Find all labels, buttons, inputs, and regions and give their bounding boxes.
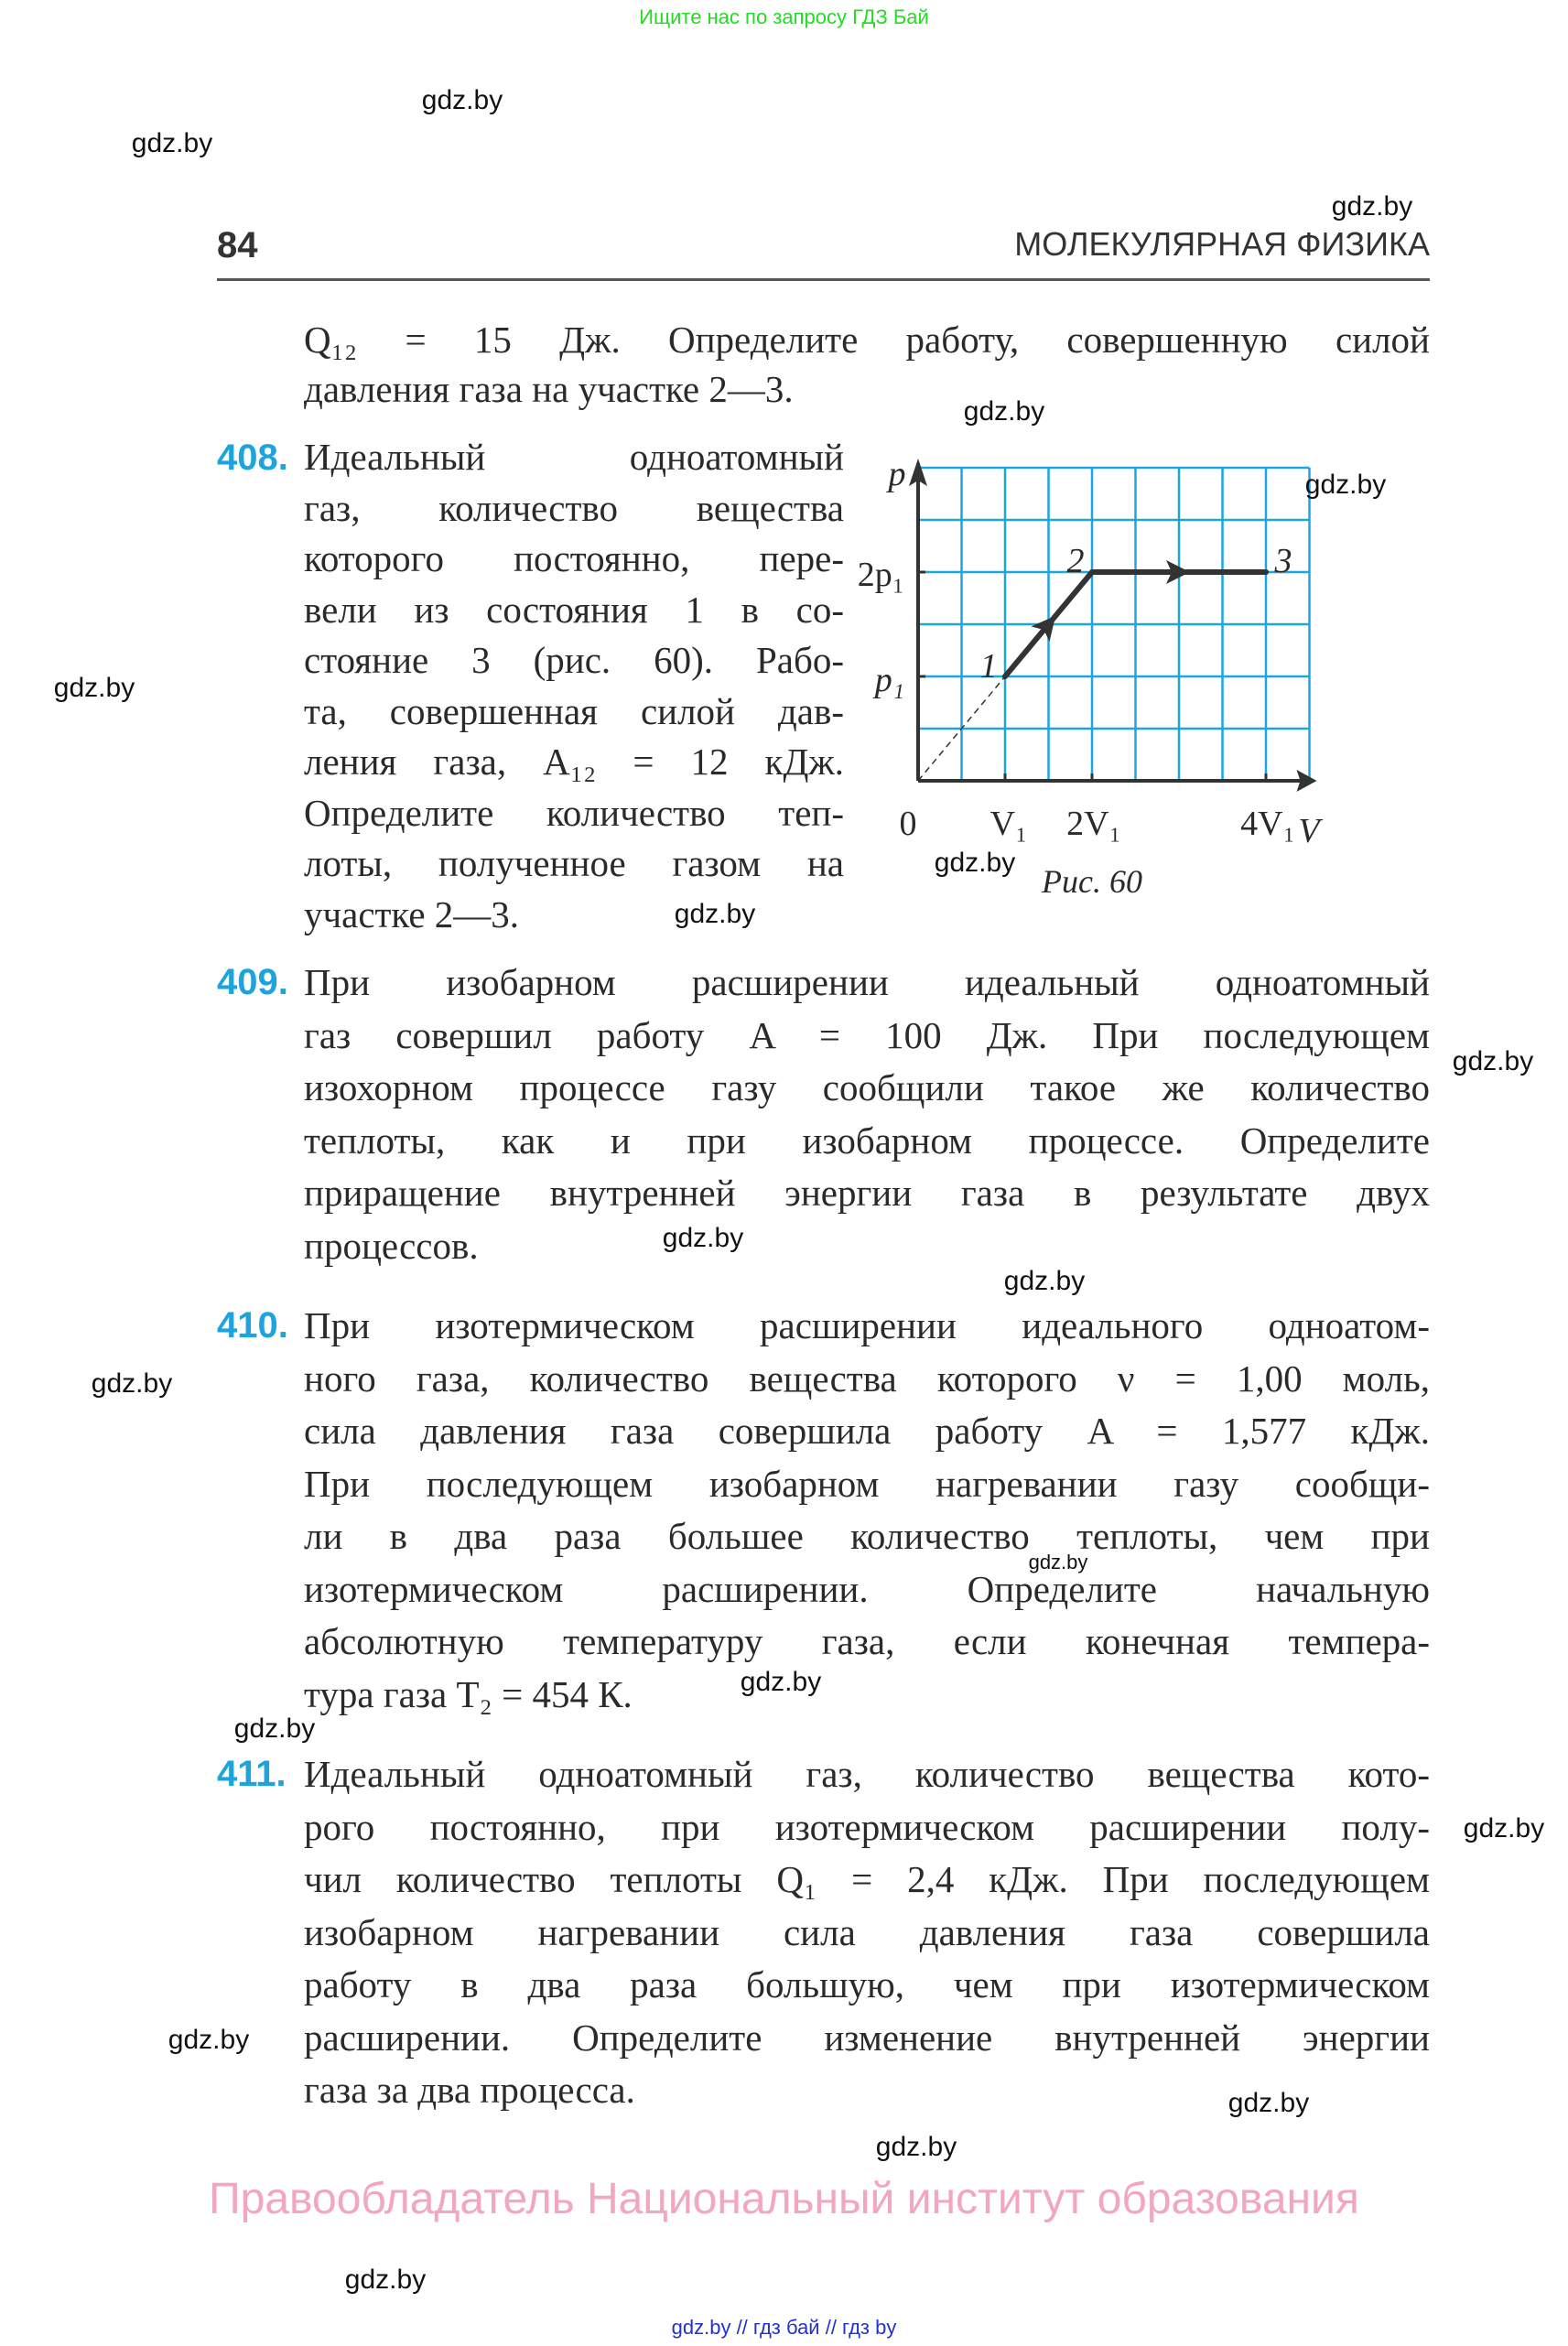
text-line: которого постоянно, пере- <box>304 537 844 579</box>
text-line: абсолютную температуру газа, если конечная темпера- <box>304 1620 1430 1662</box>
problem-number-408: 408. <box>217 438 288 478</box>
text-line: вели из состояния 1 в со- <box>304 588 844 631</box>
state-point-2 <box>1089 569 1095 575</box>
point-label-1: 1 <box>979 647 998 686</box>
chart-marks <box>918 560 1269 781</box>
text-line: Идеальный одноатомный газ, количество вещества кото- <box>304 1753 1430 1795</box>
watermark: gdz.by <box>662 1223 744 1253</box>
text-line: При изотермическом расширении идеального одноатом- <box>304 1304 1430 1346</box>
search-hint-banner: Ищите нас по запросу ГДЗ Бай <box>639 5 929 28</box>
problem-number-409: 409. <box>217 962 288 1002</box>
text-line: изобарном нагревании сила давления газа совершила <box>304 1910 1430 1953</box>
watermark: gdz.by <box>1331 191 1413 222</box>
text-line: расширении. Определите изменение внутренней энергии <box>304 2016 1430 2059</box>
text-line: работу в два раза большую, чем при изотермическом <box>304 1963 1430 2005</box>
text-line: давления газа на участке 2—3. <box>304 368 794 410</box>
point-label-3: 3 <box>1274 542 1292 580</box>
text-line: изохорном процессе газу сообщили такое же количество <box>304 1066 1430 1108</box>
text-line: та, совершенная силой дав- <box>304 689 844 732</box>
problem-408-text <box>304 432 844 940</box>
problem-number-411: 411. <box>217 1754 287 1794</box>
x-tick-label-4v1: 4V₁ <box>1240 805 1295 843</box>
watermark: gdz.by <box>344 2265 427 2295</box>
chart-grid <box>918 468 1310 781</box>
rights-holder-notice: Правообладатель Национальный институт образования <box>209 2175 1359 2223</box>
text-line: процессов. <box>304 1224 479 1267</box>
text-line: ления газа, A₁₂ = 12 кДж. <box>304 741 844 783</box>
watermark: gdz.by <box>875 2132 957 2162</box>
watermark: gdz.by <box>131 128 213 158</box>
text-line: При изобарном расширении идеальный одноатомный <box>304 961 1430 1003</box>
watermark: gdz.by <box>233 1714 316 1744</box>
state-point-1 <box>1002 674 1008 679</box>
text-line: тура газа T₂ = 454 К. <box>304 1672 633 1715</box>
text-line: газ совершил работу A = 100 Дж. При последующем <box>304 1013 1430 1056</box>
text-line: лоты, полученное газом на <box>304 842 844 884</box>
y-axis-label: p <box>888 455 906 493</box>
text-line: приращение внутренней энергии газа в результате двух <box>304 1172 1430 1214</box>
text-line: теплоты, как и при изобарном процессе. Определите <box>304 1119 1430 1162</box>
watermark: gdz.by <box>421 85 503 115</box>
problem-411-text <box>304 1748 1430 2117</box>
watermark: gdz.by <box>91 1368 173 1399</box>
watermark: gdz.by <box>934 848 1016 878</box>
text-line: стояние 3 (рис. 60). Рабо- <box>304 639 844 681</box>
problem-410-text <box>304 1300 1430 1721</box>
watermark: gdz.by <box>53 673 135 703</box>
continuation-text <box>304 315 1430 414</box>
page-number: 84 <box>217 225 258 265</box>
header-divider <box>217 278 1430 281</box>
state-point-3 <box>1263 569 1269 575</box>
watermark: gdz.by <box>1452 1046 1534 1076</box>
watermark: gdz.by <box>1304 470 1387 500</box>
text-line: участке 2—3. <box>304 892 520 935</box>
text-line: газ, количество вещества <box>304 486 844 529</box>
y-tick-label-2p1: 2p₁ <box>857 556 904 594</box>
x-tick-label-2v1: 2V₁ <box>1066 805 1121 843</box>
watermark: gdz.by <box>168 2025 250 2055</box>
x-tick-label-0: 0 <box>899 805 917 843</box>
text-line: сила давления газа совершила работу A = 1,577 кДж. <box>304 1410 1430 1452</box>
watermark: gdz.by <box>1227 2088 1310 2118</box>
text-line: чил количество теплоты Q₁ = 2,4 кДж. При последующем <box>304 1858 1430 1900</box>
watermark: gdz.by <box>1463 1813 1545 1843</box>
section-title: МОЛЕКУЛЯРНАЯ ФИЗИКА <box>1014 225 1430 263</box>
x-axis-label: V <box>1298 812 1320 850</box>
text-line: рого постоянно, при изотермическом расширении полу- <box>304 1805 1430 1848</box>
footer-links[interactable]: gdz.by // гдз бай // гдз by <box>671 2316 897 2339</box>
text-line: ли в два раза большее количество теплоты, чем при <box>304 1515 1430 1557</box>
text-line: газа за два процесса. <box>304 2069 635 2111</box>
watermark: gdz.by <box>1028 1551 1088 1573</box>
text-line: Идеальный одноатомный <box>304 436 844 478</box>
text-line: Q₁₂ = 15 Дж. Определите работу, совершенную силой <box>304 319 1430 361</box>
figure-caption: Рис. 60 <box>1042 863 1142 900</box>
text-line: ного газа, количество вещества которого ν = 1,00 моль, <box>304 1357 1430 1400</box>
y-tick-label-p1: p₁ <box>874 661 904 699</box>
point-label-2: 2 <box>1066 542 1085 580</box>
problem-number-410: 410. <box>217 1305 288 1346</box>
watermark: gdz.by <box>740 1667 822 1697</box>
text-line: Определите количество теп- <box>304 791 844 834</box>
watermark: gdz.by <box>963 396 1045 427</box>
watermark: gdz.by <box>674 899 756 929</box>
text-line: При последующем изобарном нагревании газу сообщи- <box>304 1462 1430 1505</box>
text-line: изотермическом расширении. Определите начальную <box>304 1567 1430 1610</box>
problem-409-text <box>304 957 1430 1272</box>
x-tick-label-v1: V₁ <box>989 805 1028 843</box>
watermark: gdz.by <box>1003 1266 1086 1296</box>
